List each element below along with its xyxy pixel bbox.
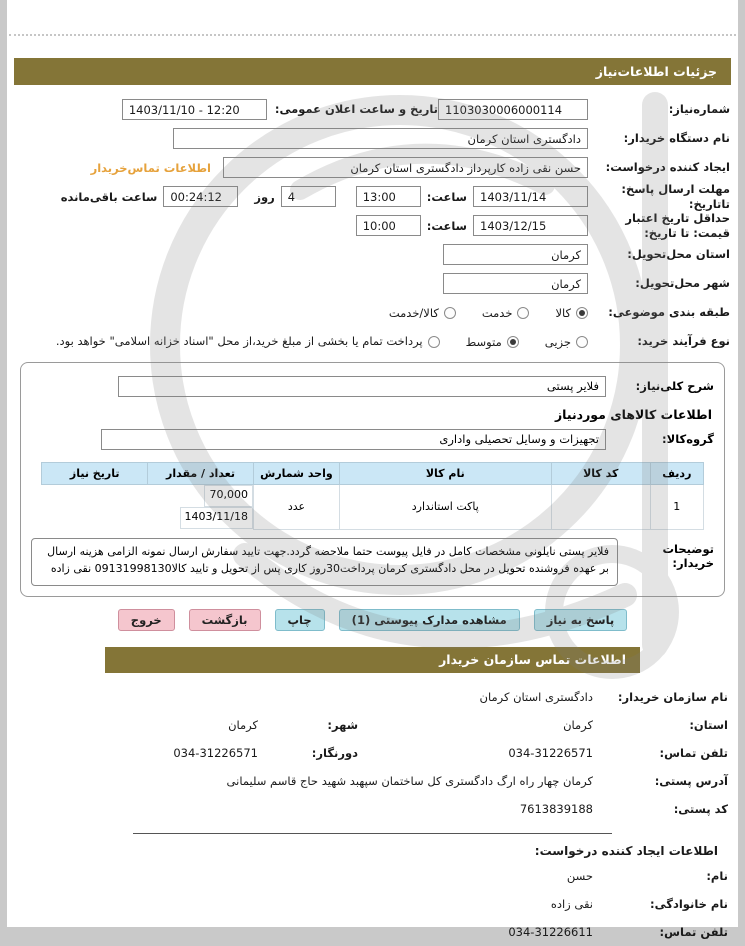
buyer-contact-link[interactable]: اطلاعات تماس‌خریدار: [90, 160, 211, 175]
buyer-contact-title: اطلاعات تماس سازمان خریدار: [439, 652, 626, 667]
validity-label: حداقل تاریخ اعتبار قیمت: تا تاریخ:: [625, 211, 730, 240]
deadline-time-field[interactable]: 13:00: [356, 186, 421, 207]
cell-need-date: 1403/11/18: [180, 507, 253, 529]
purchase-process-label: نوع فرآیند خرید:: [637, 334, 730, 349]
org-name-value: دادگستری استان کرمان: [479, 689, 593, 704]
contact-phone-label: تلفن تماس:: [659, 745, 728, 760]
buyer-contact-section: [7, 683, 738, 946]
deadline-date-field[interactable]: 1403/11/14: [473, 186, 588, 207]
remaining-time-field[interactable]: 00:24:12: [163, 186, 238, 207]
answer-need-button[interactable]: پاسخ به نیاز: [534, 609, 627, 631]
option-service[interactable]: [482, 306, 530, 320]
row-postal-code: [17, 795, 728, 823]
option-goods[interactable]: [555, 306, 588, 320]
buyer-org-label: نام دستگاه خریدار:: [623, 131, 730, 146]
cell-item-code: [551, 485, 650, 530]
row-need-description: [31, 371, 714, 401]
deadline-time-label: ساعت:: [426, 189, 467, 204]
row-request-creator: [15, 153, 730, 182]
cell-item-name: پاکت استاندارد: [339, 485, 551, 530]
page-title-bar: [14, 58, 731, 85]
page-title: جزئیات اطلاعات‌نیاز: [595, 64, 717, 79]
option-medium[interactable]: [466, 335, 519, 349]
contact-fax-value: 034-31226571: [173, 745, 258, 760]
row-postal-address: [17, 767, 728, 795]
col-need-date: تاریخ نیاز: [42, 463, 148, 485]
col-unit: واحد شمارش: [253, 463, 339, 485]
table-row: [42, 485, 704, 530]
item-group-label: گروه‌کالا:: [662, 431, 714, 446]
postal-address-label: آدرس پستی:: [654, 773, 728, 788]
announce-label: تاریخ و ساعت اعلان عمومی:: [274, 102, 438, 117]
row-price-validity: [15, 211, 730, 240]
goods-service-option-label: کالا/خدمت: [388, 305, 439, 320]
row-delivery-province: [15, 240, 730, 269]
items-table: [41, 462, 704, 530]
row-province-city: [17, 711, 728, 739]
last-name-value: نقی زاده: [550, 896, 593, 911]
contact-province-value: کرمان: [563, 717, 593, 732]
org-name-label: نام سازمان خریدار:: [617, 689, 728, 704]
row-response-deadline: [15, 182, 730, 211]
items-table-header-row: [42, 463, 704, 485]
medium-option-label: متوسط: [465, 334, 502, 349]
goods-service-radio-icon[interactable]: [444, 307, 456, 319]
postal-code-label: کد پستی:: [673, 801, 728, 816]
contact-divider: [133, 833, 612, 834]
contact-city-value: کرمان: [228, 717, 258, 732]
delivery-city-label: شهر محل‌تحویل:: [635, 276, 730, 291]
contact-province-label: استان:: [689, 717, 728, 732]
remaining-days-label: روز: [254, 189, 275, 204]
contact-phone-value: 034-31226571: [508, 745, 593, 760]
delivery-city-field[interactable]: کرمان: [443, 273, 588, 294]
need-number-field[interactable]: 1103030006000114: [438, 99, 588, 120]
option-treasury-payment[interactable]: [56, 334, 440, 349]
announce-datetime-field[interactable]: 1403/11/10 - 12:20: [122, 99, 267, 120]
row-last-name: [17, 890, 728, 918]
item-group-field[interactable]: تجهیزات و وسایل تحصیلی واداری: [101, 429, 606, 450]
required-items-title: اطلاعات کالاهای موردنیاز: [554, 407, 712, 422]
remaining-days-field[interactable]: 4: [281, 186, 336, 207]
creator-field[interactable]: حسن نقی زاده کارپرداز دادگستری استان کرمان: [223, 157, 588, 178]
purchase-process-options: [30, 334, 588, 349]
need-description-field[interactable]: فلایر پستی: [118, 376, 606, 397]
validity-time-field[interactable]: 10:00: [356, 215, 421, 236]
delivery-province-field[interactable]: کرمان: [443, 244, 588, 265]
first-name-label: نام:: [706, 868, 728, 883]
back-button[interactable]: بازگشت: [189, 609, 261, 631]
need-description-label: شرح کلی‌نیاز:: [635, 378, 714, 393]
row-purchase-process: [15, 327, 730, 356]
creator-phone-label: تلفن تماس:: [659, 924, 728, 939]
row-delivery-city: [15, 269, 730, 298]
contact-fax-label: دورنگار:: [311, 745, 358, 760]
first-name-value: حسن: [566, 868, 593, 883]
top-dotted-divider: [9, 0, 736, 36]
buyer-contact-title-bar: [105, 647, 640, 673]
cell-row-index: 1: [650, 485, 703, 530]
postal-code-value: 7613839188: [519, 801, 593, 816]
action-buttons: [7, 609, 738, 631]
row-item-group: [31, 424, 714, 454]
service-option-label: خدمت: [481, 305, 513, 320]
deadline-label: مهلت ارسال پاسخ: تاتاریخ:: [621, 182, 730, 211]
need-number-label: شماره‌نیاز:: [668, 102, 730, 117]
last-name-label: نام خانوادگی:: [650, 896, 728, 911]
row-org-name: [17, 683, 728, 711]
delivery-province-label: استان محل‌تحویل:: [627, 247, 730, 262]
row-subject-category: [15, 298, 730, 327]
cell-unit: عدد: [253, 485, 339, 530]
contact-city-label: شهر:: [327, 717, 358, 732]
buyer-org-field[interactable]: دادگستری استان کرمان: [173, 128, 588, 149]
content-sheet: [7, 0, 738, 939]
minor-option-label: جزیی: [544, 334, 571, 349]
treasury-radio-icon[interactable]: [428, 336, 440, 348]
validity-time-label: ساعت:: [426, 218, 467, 233]
col-quantity: تعداد / مقدار: [148, 463, 254, 485]
medium-radio-icon[interactable]: [507, 336, 519, 348]
col-item-code: کد کالا: [551, 463, 650, 485]
option-goods-service[interactable]: [389, 306, 456, 320]
goods-option-label: کالا: [555, 305, 571, 320]
col-item-name: نام کالا: [339, 463, 551, 485]
subject-category-options: [363, 306, 588, 320]
treasury-option-label: پرداخت تمام یا بخشی از مبلغ خرید،از محل "اسناد خزانه اسلامی" خواهد بود.: [55, 334, 423, 349]
row-phone-fax: [17, 739, 728, 767]
buyer-notes-field[interactable]: فلایر پستی نایلونی مشخصات کامل در فایل پیوست حتما ملاحضه گردد.جهت تایید سفارش ارسال نمونه الزامی هزینه ارسال بر عهده فروشنده تحویل در محل دادگستری کرمان پرداخت30روز کاری پس از تحویل و تایید کالا09131998130 نقی زاده: [31, 538, 618, 586]
exit-button[interactable]: خروج: [118, 609, 175, 631]
row-first-name: [17, 862, 728, 890]
cell-quantity: 70,000: [204, 485, 253, 507]
goods-radio-icon[interactable]: [576, 307, 588, 319]
postal-address-value: کرمان چهار راه ارگ دادگستری کل ساختمان سپهبد شهید حاج قاسم سلیمانی: [226, 773, 593, 788]
buyer-notes-label: توضیحات خریدار:: [662, 541, 714, 571]
need-details-panel: [20, 362, 725, 597]
row-buyer-notes: [31, 538, 714, 586]
minor-radio-icon[interactable]: [576, 336, 588, 348]
print-button[interactable]: چاپ: [275, 609, 325, 631]
option-minor[interactable]: [545, 335, 588, 349]
row-need-number: [15, 95, 730, 124]
row-buyer-org: [15, 124, 730, 153]
row-creator-phone: [17, 918, 728, 946]
creator-label: ایجاد کننده درخواست:: [605, 160, 730, 175]
validity-date-field[interactable]: 1403/12/15: [473, 215, 588, 236]
creator-phone-value: 034-31226611: [508, 924, 593, 939]
view-attachments-button[interactable]: مشاهده مدارک پیوستی (1): [339, 609, 520, 631]
service-radio-icon[interactable]: [517, 307, 529, 319]
subject-category-label: طبقه بندی موضوعی:: [608, 305, 730, 320]
remaining-time-label: ساعت باقی‌مانده: [60, 189, 158, 204]
request-info-form: [7, 93, 738, 358]
request-creator-title: اطلاعات ایجاد کننده درخواست:: [534, 843, 718, 858]
col-row-index: ردیف: [650, 463, 703, 485]
